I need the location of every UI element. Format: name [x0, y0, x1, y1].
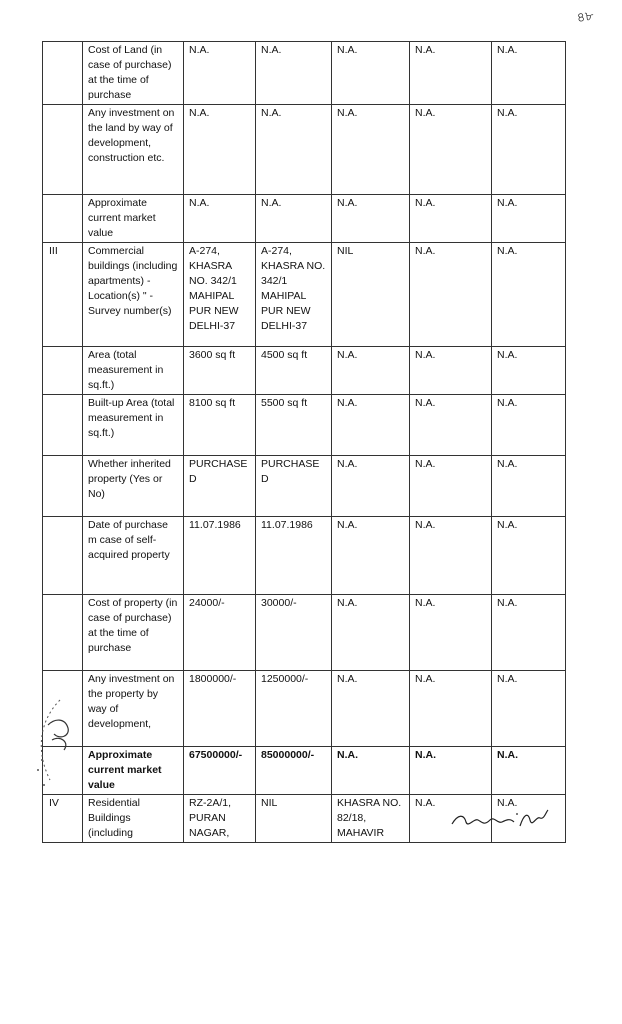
value-cell-5: N.A.	[492, 243, 566, 347]
value-cell-4: N.A.	[410, 595, 492, 671]
value-cell-2: 5500 sq ft	[256, 395, 332, 456]
value-cell-4: N.A.	[410, 671, 492, 747]
description-cell: Cost of property (in case of purchase) at the time of purchase	[83, 595, 184, 671]
value-cell-5: N.A.	[492, 42, 566, 105]
table-row	[43, 195, 566, 243]
value-cell-2: 85000000/-	[256, 747, 332, 795]
value-cell-1: 67500000/-	[184, 747, 256, 795]
value-cell-3: N.A.	[332, 105, 410, 195]
value-cell-3: N.A.	[332, 195, 410, 243]
table-row	[43, 243, 566, 347]
value-cell-4: N.A.	[410, 243, 492, 347]
serial-number-cell: III	[43, 243, 83, 347]
value-cell-5: N.A.	[492, 195, 566, 243]
value-cell-3: N.A.	[332, 671, 410, 747]
table-row	[43, 105, 566, 195]
value-cell-1: 1800000/-	[184, 671, 256, 747]
description-cell: Approximate current market value	[83, 747, 184, 795]
value-cell-5: N.A.	[492, 456, 566, 517]
serial-number-cell	[43, 395, 83, 456]
value-cell-3: N.A.	[332, 395, 410, 456]
value-cell-1: PURCHASED	[184, 456, 256, 517]
handwritten-signature	[450, 808, 550, 832]
value-cell-2: 30000/-	[256, 595, 332, 671]
table-row	[43, 456, 566, 517]
value-cell-5: N.A.	[492, 795, 566, 843]
table-row	[43, 517, 566, 595]
value-cell-5: N.A.	[492, 595, 566, 671]
table-row	[43, 747, 566, 795]
value-cell-4: N.A.	[410, 195, 492, 243]
value-cell-5: N.A.	[492, 347, 566, 395]
serial-number-cell	[43, 105, 83, 195]
value-cell-4: N.A.	[410, 347, 492, 395]
value-cell-5: N.A.	[492, 105, 566, 195]
value-cell-2: N.A.	[256, 195, 332, 243]
serial-number-cell	[43, 195, 83, 243]
value-cell-5: N.A.	[492, 517, 566, 595]
serial-number-cell	[43, 517, 83, 595]
value-cell-3: N.A.	[332, 595, 410, 671]
value-cell-3: N.A.	[332, 42, 410, 105]
value-cell-1: N.A.	[184, 42, 256, 105]
description-cell: Date of purchase m case of self-acquired property	[83, 517, 184, 595]
table-row	[43, 395, 566, 456]
value-cell-5: N.A.	[492, 395, 566, 456]
value-cell-2: 4500 sq ft	[256, 347, 332, 395]
value-cell-1: N.A.	[184, 105, 256, 195]
value-cell-3: N.A.	[332, 456, 410, 517]
value-cell-2: N.A.	[256, 42, 332, 105]
value-cell-2: N.A.	[256, 105, 332, 195]
value-cell-1: N.A.	[184, 195, 256, 243]
serial-number-cell: IV	[43, 795, 83, 843]
description-cell: Any investment on the land by way of development, construction etc.	[83, 105, 184, 195]
value-cell-4: N.A.	[410, 456, 492, 517]
value-cell-3: NIL	[332, 243, 410, 347]
value-cell-3: N.A.	[332, 747, 410, 795]
table-row	[43, 595, 566, 671]
description-cell: Any investment on the property by way of development,	[83, 671, 184, 747]
value-cell-4: N.A.	[410, 517, 492, 595]
value-cell-4: N.A.	[410, 395, 492, 456]
value-cell-1: 3600 sq ft	[184, 347, 256, 395]
serial-number-cell	[43, 456, 83, 517]
value-cell-4: N.A.	[410, 795, 492, 843]
ink-stamp-mark	[30, 690, 90, 800]
serial-number-cell	[43, 347, 83, 395]
value-cell-1: A-274, KHASRA NO. 342/1 MAHIPAL PUR NEW DELHI-37	[184, 243, 256, 347]
description-cell: Built-up Area (total measurement in sq.ft.)	[83, 395, 184, 456]
description-cell: Area (total measurement in sq.ft.)	[83, 347, 184, 395]
value-cell-3: KHASRA NO. 82/18, MAHAVIR	[332, 795, 410, 843]
value-cell-1: 8100 sq ft	[184, 395, 256, 456]
value-cell-5: N.A.	[492, 747, 566, 795]
serial-number-cell	[43, 42, 83, 105]
description-cell: Residential Buildings (including	[83, 795, 184, 843]
description-cell: Commercial buildings (including apartments) -Location(s) " -Survey number(s)	[83, 243, 184, 347]
value-cell-4: N.A.	[410, 105, 492, 195]
value-cell-1: 11.07.1986	[184, 517, 256, 595]
value-cell-5: N.A.	[492, 671, 566, 747]
description-cell: Cost of Land (in case of purchase) at the time of purchase	[83, 42, 184, 105]
table-row	[43, 671, 566, 747]
description-cell: Whether inherited property (Yes or No)	[83, 456, 184, 517]
value-cell-1: RZ-2A/1, PURAN NAGAR,	[184, 795, 256, 843]
value-cell-4: N.A.	[410, 747, 492, 795]
value-cell-3: N.A.	[332, 517, 410, 595]
value-cell-2: 11.07.1986	[256, 517, 332, 595]
page-number-mark: ৪৮	[576, 8, 595, 27]
value-cell-3: N.A.	[332, 347, 410, 395]
table-row	[43, 42, 566, 105]
asset-declaration-table	[42, 41, 566, 843]
value-cell-2: NIL	[256, 795, 332, 843]
value-cell-2: A-274, KHASRA NO. 342/1 MAHIPAL PUR NEW DELHI-37	[256, 243, 332, 347]
description-cell: Approximate current market value	[83, 195, 184, 243]
value-cell-1: 24000/-	[184, 595, 256, 671]
value-cell-4: N.A.	[410, 42, 492, 105]
table-row	[43, 347, 566, 395]
value-cell-2: PURCHASED	[256, 456, 332, 517]
value-cell-2: 1250000/-	[256, 671, 332, 747]
serial-number-cell	[43, 595, 83, 671]
